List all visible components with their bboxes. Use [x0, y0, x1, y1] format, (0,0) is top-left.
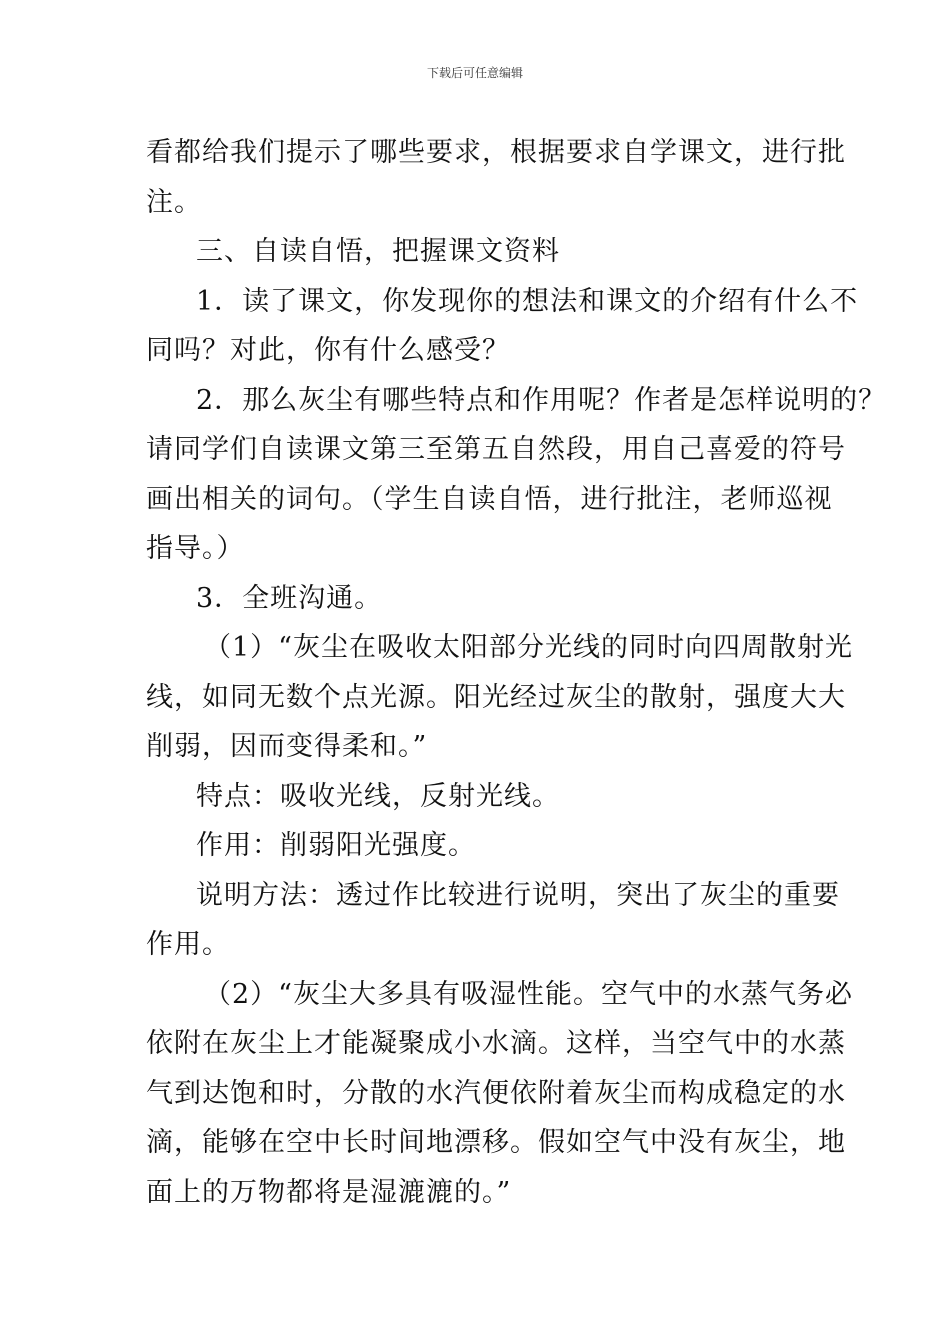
paragraph-line: 请同学们自读课文第三至第五自然段，用自己喜爱的符号 — [146, 434, 846, 465]
quote-line: 依附在灰尘上才能凝聚成小水滴。这样，当空气中的水蒸 — [146, 1028, 846, 1059]
quote-line: 削弱，因而变得柔和。” — [146, 731, 428, 762]
quote-line: 气到达饱和时，分散的水汽便依附着灰尘而构成稳定的水 — [146, 1077, 846, 1109]
paragraph-line: 画出相关的词句。（学生自读自悟，进行批注，老师巡视 — [146, 483, 833, 515]
paragraph-line: 看都给我们提示了哪些要求，根据要求自学课文，进行批 — [146, 137, 846, 168]
document-body — [146, 128, 887, 1217]
quote-line: 面上的万物都将是湿漉漉的。” — [146, 1176, 512, 1208]
page-header: 下载后可任意编辑 — [426, 66, 523, 80]
paragraph-line: 3．全班沟通。 — [196, 582, 383, 614]
quote-line: （1）“灰尘在吸收太阳部分光线的同时向四周散射光 — [204, 632, 853, 663]
paragraph-line: 指导。） — [146, 533, 245, 564]
feature-line: 特点：吸收光线，反射光线。 — [196, 780, 560, 812]
method-line: 说明方法：透过作比较进行说明，突出了灰尘的重要 — [196, 879, 840, 911]
method-line: 作用。 — [146, 929, 230, 960]
quote-line: （2）“灰尘大多具有吸湿性能。空气中的水蒸气务必 — [204, 978, 853, 1010]
section-heading: 三、自读自悟，把握课文资料 — [196, 236, 560, 267]
function-line: 作用：削弱阳光强度。 — [196, 830, 476, 861]
quote-line: 滴，能够在空中长时间地漂移。假如空气中没有灰尘，地 — [146, 1127, 846, 1158]
paragraph-line: 注。 — [146, 186, 202, 218]
paragraph-line: 1．读了课文，你发现你的想法和课文的介绍有什么不 — [196, 285, 859, 317]
paragraph-line: 2．那么灰尘有哪些特点和作用呢？作者是怎样说明的？ — [196, 384, 887, 416]
quote-line: 线，如同无数个点光源。阳光经过灰尘的散射，强度大大 — [146, 681, 846, 713]
paragraph-line: 同吗？对此，你有什么感受？ — [146, 335, 510, 366]
